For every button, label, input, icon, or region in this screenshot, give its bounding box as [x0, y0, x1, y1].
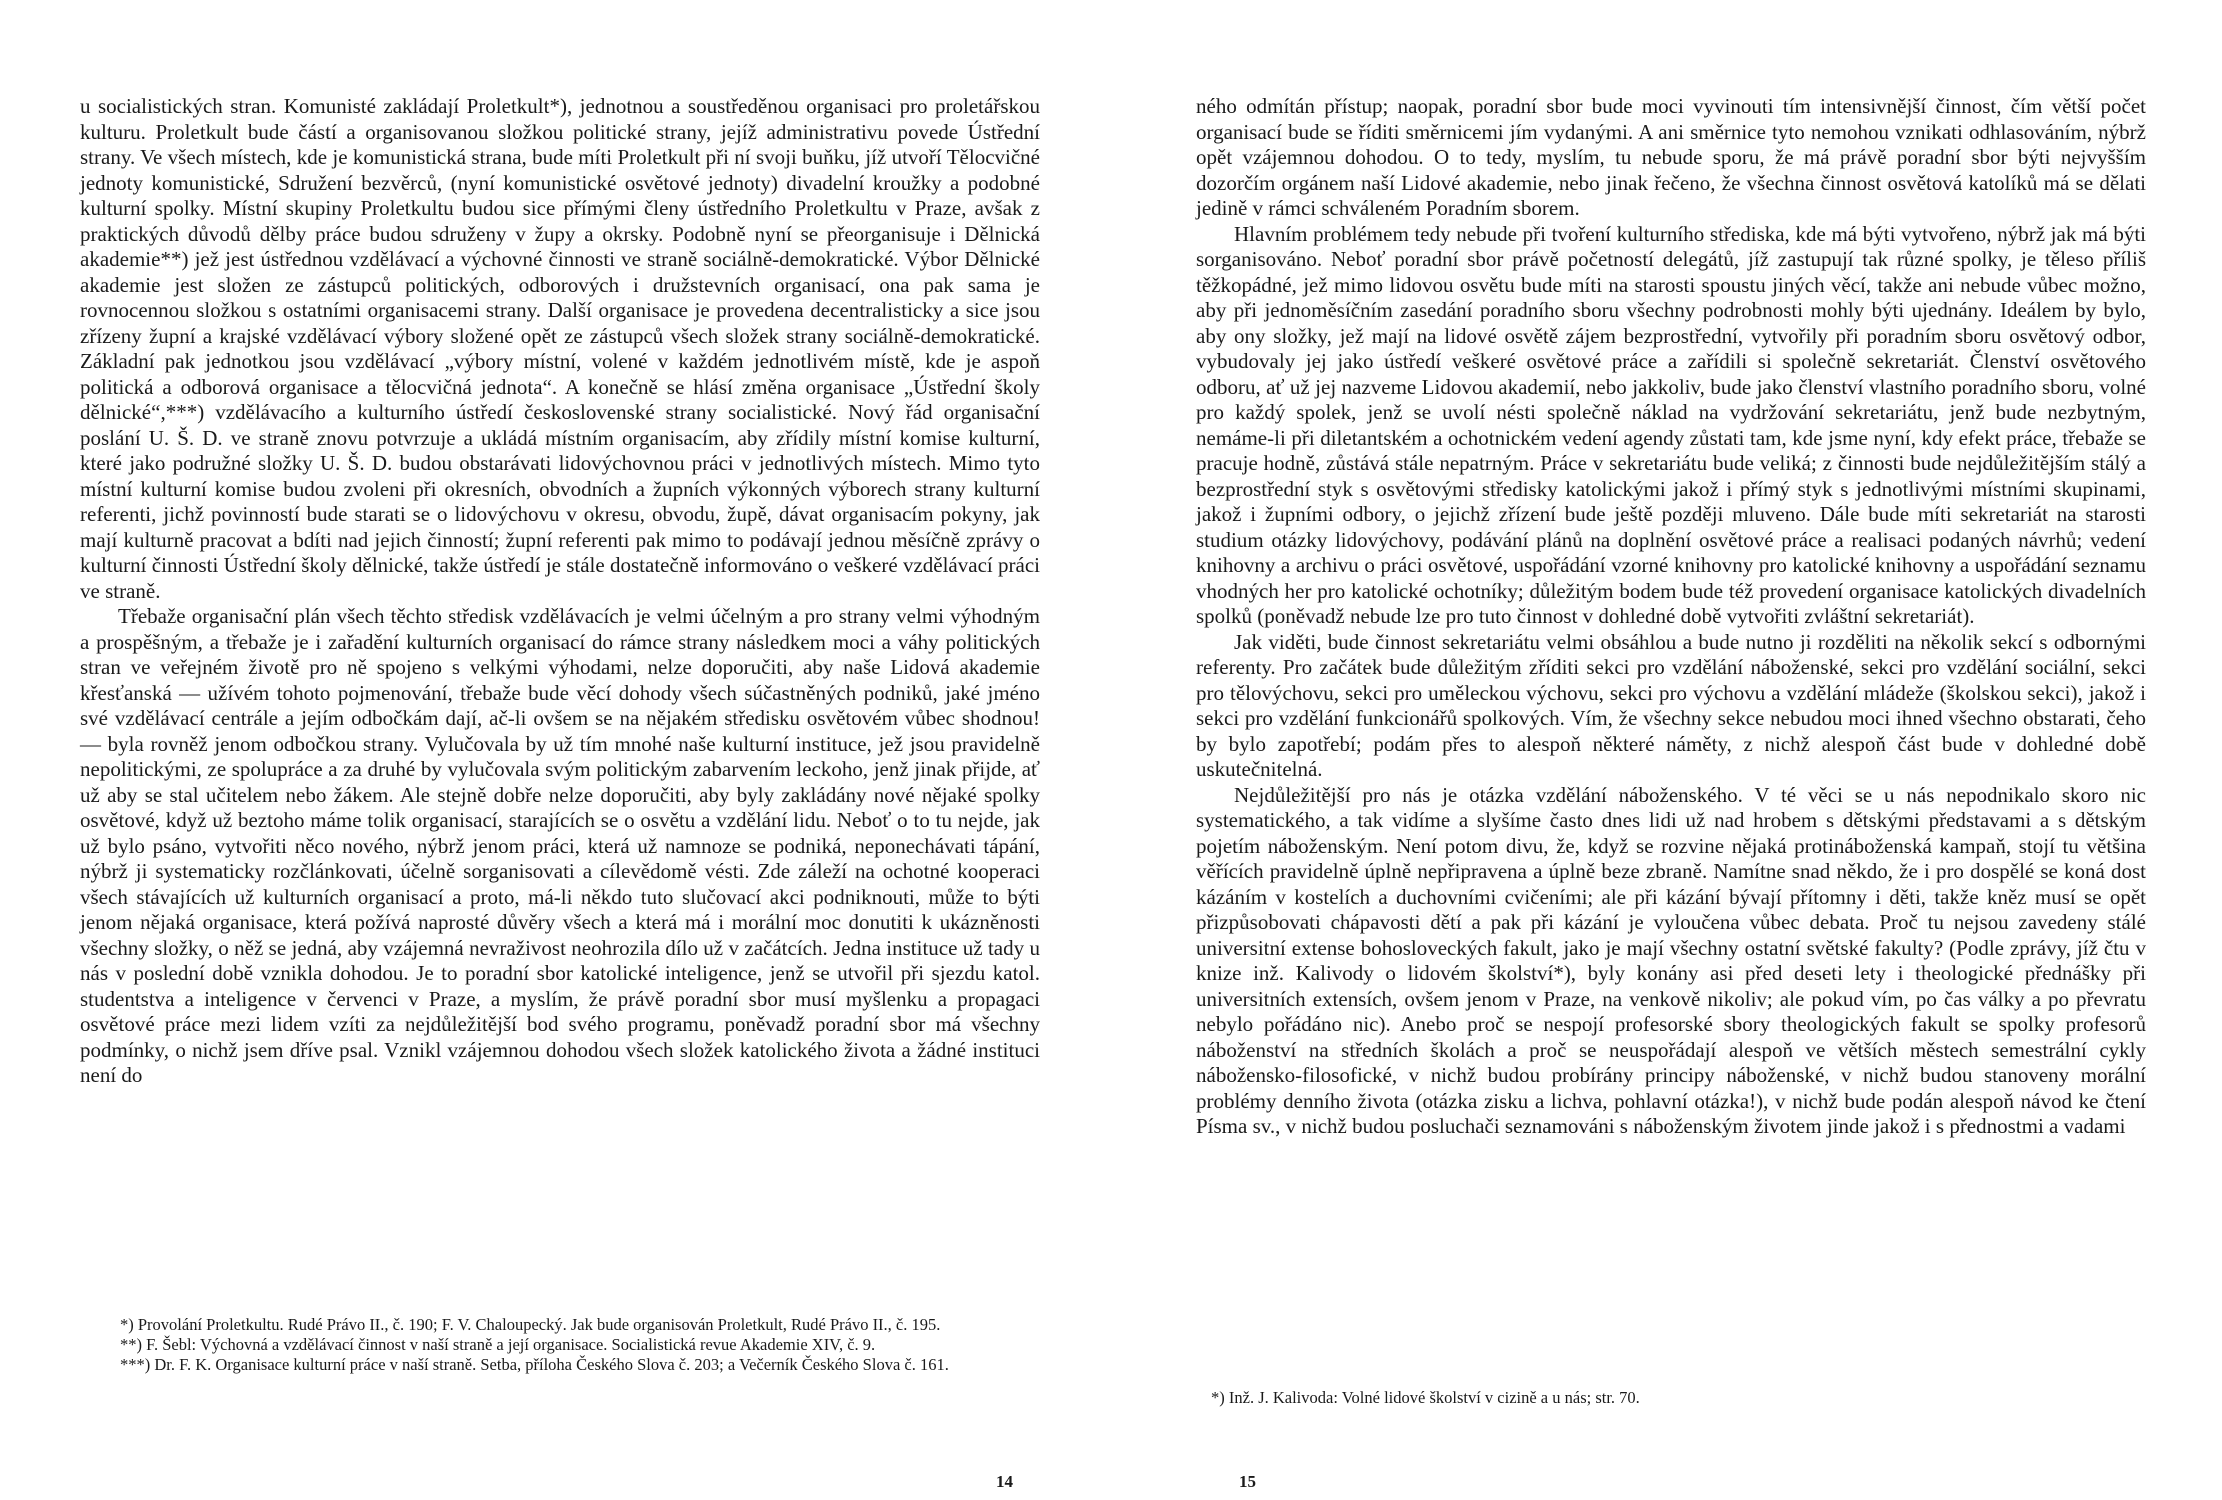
- page-number: 14: [996, 1472, 1013, 1491]
- page-number: 15: [1239, 1472, 1256, 1491]
- left-footnotes: [90, 1315, 1040, 1375]
- footnote: ***) Dr. F. K. Organisace kulturní práce v naší straně. Setba, příloha Českého Slova č. 203; a Večerník Českého Slova č. 161.: [120, 1355, 949, 1374]
- footnote: *) Provolání Proletkultu. Rudé Právo II., č. 190; F. V. Chaloupecký. Jak bude organisován Proletkult, Rudé Právo II., č. 195.: [120, 1315, 941, 1334]
- paragraph: Hlavním problémem tedy nebude při tvoření kulturního střediska, kde má býti vytvořeno, nýbrž jak má býti sorganisováno. Neboť poradní sbor právě početností delegátů, jíž zastupují tak různé spolky, je těleso příliš těžkopádné, jež mimo lidovou osvětu bude míti na starosti spoustu jiných věcí, takže ani nebude vůbec možno, aby při jednoměsíčním zasedání poradního sboru všechny podrobnosti mohly býti ujednány. Ideálem by bylo, aby ony složky, jež mají na lidové osvětě zájem bezprostřední, vytvořily při poradním sboru osvětový odbor, vybudovaly jej jako ústředí veškeré osvětové práce a zařídili si společně sekretariát. Členství osvětového odboru, ať už jej nazveme Lidovou akademií, nebo jakkoliv, bude jako členství vlastního poradního sboru, volné pro každý spolek, jenž se uvolí nésti společně náklad na vydržování sekretariátu, jenž bude nezbytným, nemáme-li při diletantském a ochotnickém vedení agendy zůstati tam, kde jsme nyní, kdy efekt práce, třebaže se pracuje hodně, zůstává stále nepatrným. Práce v sekretariátu bude veliká; z činnosti bude nejdůležitějším stálý a bezprostřední styk s osvětovými středisky katolickými jakož i přímý styk s jednotlivými místními skupinami, jakož i župními odbory, o jejichž zřízení bude ještě později mluveno. Dále bude míti sekretariát na starosti studium otázky lidovýchovy, podávání plánů na doplnění osvětové práce a realisaci podaných návrhů; vedení knihovny a archivu o práci osvětové, uspořádání vzorné knihovny pro katolické knihovny a uspořádání seznamu vhodných her pro katolické ochotníky; důležitým bodem bude též provedení organisace katolických divadelních spolků (poněvadž nebude lze pro tuto činnost v dohledné době vytvořiti zvláštní sekretariát).: [1196, 221, 2146, 628]
- paragraph: Jak viděti, bude činnost sekretariátu velmi obsáhlou a bude nutno ji rozděliti na několik sekcí s odbornými referenty. Pro začátek bude důležitým zříditi sekci pro vzdělání náboženské, sekci pro vzdělání sociální, sekci pro tělovýchovu, sekci pro uměleckou výchovu, sekci pro výchovu a vzdělání mládeže (školskou sekci), jakož i sekci pro vzdělání funkcionářů spolkových. Vím, že všechny sekce nebudou moci ihned všechno obstarati, čeho by bylo zapotřebí; podám přes to alespoň některé náměty, z nichž alespoň část bude v dohledné době uskutečnitelná.: [1196, 629, 2146, 781]
- footnote: *) Inž. J. Kalivoda: Volné lidové školství v cizině a u nás; str. 70.: [1211, 1388, 1640, 1407]
- right-text-column: [1196, 94, 2146, 1140]
- paragraph: Třebaže organisační plán všech těchto středisk vzdělávacích je velmi účelným a pro strany velmi výhodným a prospěšným, a třebaže je i zařadění kulturních organisací do rámce strany následkem moci a váhy politických stran ve veřejném životě pro ně spojeno s velkými výhodami, nelze doporučiti, aby naše Lidová akademie křesťanská — užívém tohoto pojmenování, třebaže bude věcí dohody všech súčastněných podniků, jaké jméno své vzdělávací centrále a jejím odbočkám dají, ač-li ovšem se na nějakém středisku osvětovém vůbec shodnou! — byla rovněž jenom odbočkou strany. Vylučovala by už tím mnohé naše kulturní instituce, jež jsou pravidelně nepolitickými, ze spolupráce a za druhé by vylučovala svým politickým zabarvením leckoho, jenž jinak přijde, ať už aby se stal učitelem nebo žákem. Ale stejně dobře nelze doporučiti, aby byly zakládány nové nějaké spolky osvětové, když už beztoho máme tolik organisací, starajících se o osvětu a vzdělání lidu. Neboť o to tu nejde, jak už bylo psáno, vytvořiti něco nového, nýbrž jenom práci, která už namnoze se podniká, neponechávati tápání, nýbrž ji systematicky rozčlánkovati, účelně sorganisovati a cílevědomě vésti. Zde záleží na ochotné kooperaci všech stávajících už kulturních organisací a proto, má-li někdo tuto slučovací akci podniknouti, může to býti jenom nějaká organisace, která požívá naprosté důvěry všech a která má i morální moc donutiti k ukázněnosti všechny složky, o něž se jedná, aby vzájemná nevraživost neohrozila dílo už v začátcích. Jedna instituce už tady u nás v poslední době vznikla dohodou. Je to poradní sbor katolické inteligence, jenž se utvořil při sjezdu katol. studentstva a inteligence v červenci v Praze, a myslím, že právě poradní sbor musí myšlenku a propagaci osvětové práce mezi lidem vzíti za nejdůležitější bod svého programu, poněvadž poradní sbor má všechny podmínky, o nichž jsem dříve psal. Vznikl vzájemnou dohodou všech složek katolického života a žádné instituci není do: [80, 604, 1040, 1087]
- paragraph: u socialistických stran. Komunisté zakládají Proletkult*), jednotnou a soustředěnou organisaci pro proletářskou kulturu. Proletkult bude částí a organisovanou složkou politické strany, jejíž administrativu povede Ústřední strany. Ve všech místech, kde je komunistická strana, bude míti Proletkult při ní svoji buňku, jíž utvoří Tělocvičné jednoty komunistické, Sdružení bezvěrců, (nyní komunistické osvětové jednoty) divadelní kroužky a podobné kulturní spolky. Místní skupiny Proletkultu budou sice přímými členy ústředního Proletkultu v Praze, avšak z praktických důvodů dělby práce budou sdruženy v župy a okrsky. Podobně nyní se přeorganisuje i Dělnická akademie**) jež jest ústřednou vzdělávací a výchovné činnosti ve straně sociálně-demokratické. Výbor Dělnické akademie jest složen ze zástupců politických, odborových i družstevních organisací, ona pak sama je rovnocennou složkou s ostatními organisacemi strany. Další organisace je provedena decentralisticky a sice jsou zřízeny župní a krajské vzdělávací výbory složené opět ze zástupců všech složek strany sociálně-demokratické. Základní pak jednotkou jsou vzdělávací „výbory místní, volené v každém jednotlivém místě, kde je aspoň politická a odborová organisace a tělocvičná jednota“. A konečně se hlásí změna organisace „Ústřední školy dělnické“,***) vzdělávacího a kulturního ústředí československé strany socialistické. Nový řád organisační poslání U. Š. D. ve straně znovu potvrzuje a ukládá místním organisacím, aby zřídily místní komise kulturní, které jako podružné složky U. Š. D. budou obstarávati lidovýchovnou práci v jednotlivých místech. Mimo tyto místní kulturní komise budou zvoleni při okresních, obvodních a župních výkonných výborech strany kulturní referenti, jichž povinností bude starati se o lidovýchovu v okresu, obvodu, župě, dávat organisacím pokyny, jak mají kulturně pracovat a bdíti nad jejich činností; župní referenti pak mimo to podávají jednou měsíčně zprávy o kulturní činnosti Ústřední školy dělnické, takže ústředí je stále dostatečně informováno o veškeré vzdělávací práci ve straně.: [80, 94, 1040, 603]
- paragraph: Nejdůležitější pro nás je otázka vzdělání náboženského. V té věci se u nás nepodnikalo skoro nic systematického, a tak vidíme a slyšíme často dnes lidi už nad hrobem s dětskými představami a s dětským pojetím náboženským. Není potom divu, že, když se rozvine nějaká protináboženská kampaň, stojí tu většina věřících pravidelně úplně nepřipravena a úplně beze zbraně. Namítne snad někdo, že i pro dospělé se koná dost kázáním v kostelích a duchovními cvičeními; ale při kázání bývají přítomny i děti, takže kněz musí se opět přizpůsobovati chápavosti dětí a pak při kázání je vyloučena vůbec debata. Proč tu nejsou zavedeny stálé universitní extense bohosloveckých fakult, jako je mají všechny ostatní světské fakulty? (Podle zprávy, jíž čtu v knize inž. Kalivody o lidovém školství*), byly konány asi před deseti lety i theologické přednášky při universitních extensích, ovšem jenom v Praze, na venkově nikoliv; ale pokud vím, po čas války a po převratu nebylo pořádáno nic). Anebo proč se nespojí profesorské sbory theologických fakult se spolky profesorů náboženství na středních školách a proč se neuspořádají alespoň ve větších městech semestrální cykly nábožensko-filosofické, v nichž budou probírány principy náboženské, v nichž budou stanoveny morální problémy denního života (otázka zisku a lichva, pohlavní otázka!), v nichž bude podán alespoň návod ke čtení Písma sv., v nichž budou posluchači seznamováni s náboženským životem jinde jakož i s přednostmi a vadami: [1196, 782, 2146, 1138]
- right-footnotes: [1211, 1388, 2111, 1408]
- footnote: **) F. Šebl: Výchovná a vzdělávací činnost v naší straně a její organisace. Socialistická revue Akademie XIV, č. 9.: [120, 1335, 876, 1354]
- left-text-column: [80, 94, 1040, 1089]
- paragraph: ného odmítán přístup; naopak, poradní sbor bude moci vyvinouti tím intensivnější činnost, čím větší počet organisací bude se říditi směrnicemi jím vydanými. A ani směrnice tyto nemohou vznikati odhlasováním, nýbrž opět vzájemnou dohodou. O to tedy, myslím, tu nebude sporu, že má právě poradní sbor býti nejvyšším dozorčím orgánem naší Lidové akademie, nebo jinak řečeno, že všechna činnost osvětová katolíků má se dělati jedině v rámci schváleném Poradním sborem.: [1196, 94, 2146, 220]
